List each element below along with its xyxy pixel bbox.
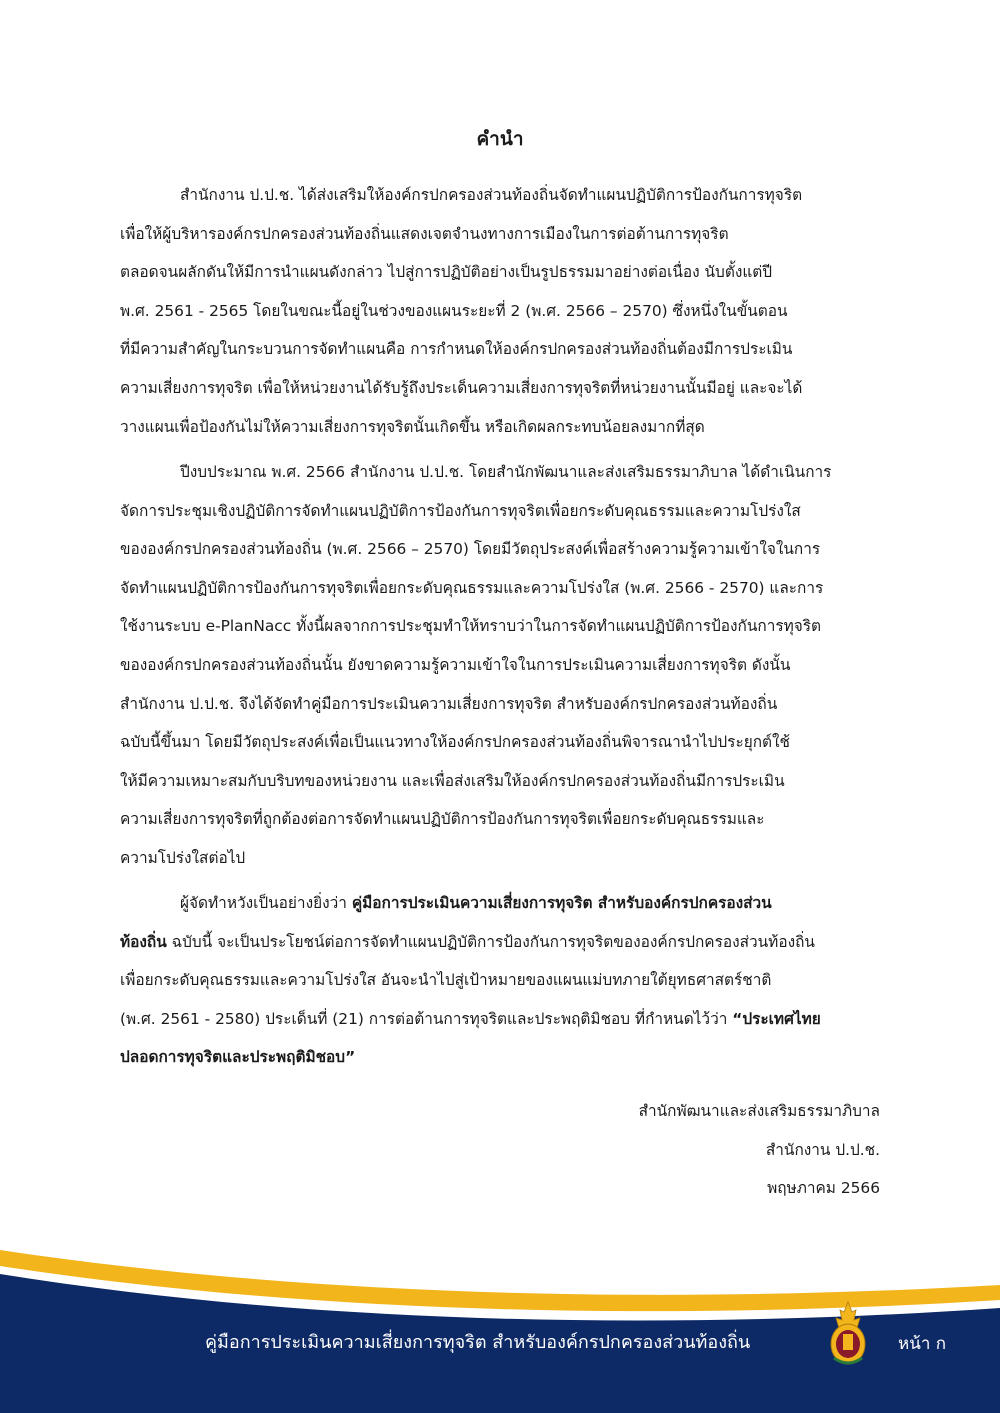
text-line: ความเสี่ยงการทุจริต เพื่อให้หน่วยงานได้รับรู้ถึงประเด็นความเสี่ยงการทุจริตที่หน่วยงานนั้นมีอยู่ และจะได้ — [120, 378, 803, 397]
text-line: สำนักงาน ป.ป.ช. จึงได้จัดทำคู่มือการประเมินความเสี่ยงการทุจริต สำหรับองค์กรปกครองส่วนท้องถิ่น — [120, 694, 778, 713]
signature-office: สำนักพัฒนาและส่งเสริมธรรมาภิบาล — [638, 1102, 880, 1120]
footer-title: คู่มือการประเมินความเสี่ยงการทุจริต สำหรับองค์กรปกครองส่วนท้องถิ่น — [205, 1332, 751, 1353]
text-line: ความโปร่งใสต่อไป — [120, 848, 246, 867]
text-run: ผู้จัดทำหวังเป็นอย่างยิ่งว่า — [180, 894, 352, 912]
text-line: ตลอดจนผลักดันให้มีการนำแผนดังกล่าว ไปสู่การปฏิบัติอย่างเป็นรูปธรรมมาอย่างต่อเนื่อง นับตั้งแต่ปี — [120, 263, 773, 282]
quote-bold: ปลอดการทุจริตและประพฤติมิชอบ” — [120, 1048, 356, 1067]
text-line: วางแผนเพื่อป้องกันไม่ให้ความเสี่ยงการทุจริตนั้นเกิดขึ้น หรือเกิดผลกระทบน้อยลงมากที่สุด — [120, 417, 705, 436]
text-line: จัดทำแผนปฏิบัติการป้องกันการทุจริตเพื่อยกระดับคุณธรรมและความโปร่งใส (พ.ศ. 2566 - 2570) และการ — [120, 578, 824, 597]
manual-title-bold: ท้องถิ่น — [120, 932, 167, 951]
paragraph-2 — [120, 453, 880, 878]
text-line: สำนักงาน ป.ป.ช. ได้ส่งเสริมให้องค์กรปกครองส่วนท้องถิ่นจัดทำแผนปฏิบัติการป้องกันการทุจริต — [180, 186, 803, 204]
text-line: ความเสี่ยงการทุจริตที่ถูกต้องต่อการจัดทำแผนปฏิบัติการป้องกันการทุจริตเพื่อยกระดับคุณธรรมและ — [120, 810, 765, 829]
paragraph-3 — [120, 884, 880, 1077]
text-line — [120, 1038, 880, 1077]
manual-title-bold: คู่มือการประเมินความเสี่ยงการทุจริต สำหรับองค์กรปกครองส่วน — [351, 894, 772, 912]
text-line: ขององค์กรปกครองส่วนท้องถิ่น (พ.ศ. 2566 – 2570) โดยมีวัตถุประสงค์เพื่อสร้างความรู้ความเข้าใจในการ — [120, 540, 821, 559]
text-run: (พ.ศ. 2561 - 2580) ประเด็นที่ (21) การต่อต้านการทุจริตและประพฤติมิชอบ ที่กำหนดไว้ว่า — [120, 1009, 733, 1028]
page-title: คำนำ — [476, 128, 524, 150]
text-line — [120, 923, 880, 962]
text-line: ให้มีความเหมาะสมกับบริบทของหน่วยงาน และเพื่อส่งเสริมให้องค์กรปกครองส่วนท้องถิ่นมีการประเมิน — [120, 771, 785, 790]
text-line: เพื่อยกระดับคุณธรรมและความโปร่งใส อันจะนำไปสู่เป้าหมายของแผนแม่บทภายใต้ยุทธศาสตร์ชาติ — [120, 971, 772, 990]
text-line: เพื่อให้ผู้บริหารองค์กรปกครองส่วนท้องถิ่นแสดงเจตจำนงทางการเมืองในการต่อต้านการทุจริต — [120, 224, 729, 243]
text-line: ใช้งานระบบ e-PlanNacc ทั้งนี้ผลจากการประชุมทำให้ทราบว่าในการจัดทำแผนปฏิบัติการป้องกันการทุจริต — [120, 617, 822, 636]
text-line: ขององค์กรปกครองส่วนท้องถิ่นนั้น ยังขาดความรู้ความเข้าใจในการประเมินความเสี่ยงการทุจริต ดังนั้น — [120, 655, 791, 674]
paragraph-1 — [120, 176, 880, 446]
text-line — [120, 884, 880, 923]
signature-date: พฤษภาคม 2566 — [767, 1179, 880, 1198]
text-line: ฉบับนี้ขึ้นมา โดยมีวัตถุประสงค์เพื่อเป็นแนวทางให้องค์กรปกครองส่วนท้องถิ่นพิจารณานำไปประยุกต์ใช้ — [120, 733, 791, 752]
text-line: ที่มีความสำคัญในกระบวนการจัดทำแผนคือ การกำหนดให้องค์กรปกครองส่วนท้องถิ่นต้องมีการประเมิน — [120, 340, 793, 359]
text-line: ปีงบประมาณ พ.ศ. 2566 สำนักงาน ป.ป.ช. โดยสำนักพัฒนาและส่งเสริมธรรมาภิบาล ได้ดำเนินการ — [180, 463, 832, 481]
page-number: หน้า ก — [898, 1334, 947, 1354]
nacc-emblem-icon — [826, 1300, 870, 1368]
quote-bold: “ประเทศไทย — [732, 1009, 821, 1028]
text-run: ฉบับนี้ จะเป็นประโยชน์ต่อการจัดทำแผนปฏิบัติการป้องกันการทุจริตขององค์กรปกครองส่วนท้องถิ่น — [166, 932, 815, 951]
signature-agency: สำนักงาน ป.ป.ช. — [765, 1140, 880, 1159]
signature-block — [639, 1092, 880, 1208]
text-line — [120, 1000, 880, 1039]
text-line: จัดการประชุมเชิงปฏิบัติการจัดทำแผนปฏิบัติการป้องกันการทุจริตเพื่อยกระดับคุณธรรมและความโปร่งใส — [120, 501, 801, 520]
text-line: พ.ศ. 2561 - 2565 โดยในขณะนี้อยู่ในช่วงของแผนระยะที่ 2 (พ.ศ. 2566 – 2570) ซึ่งหนึ่งในขั้นตอน — [120, 301, 788, 320]
